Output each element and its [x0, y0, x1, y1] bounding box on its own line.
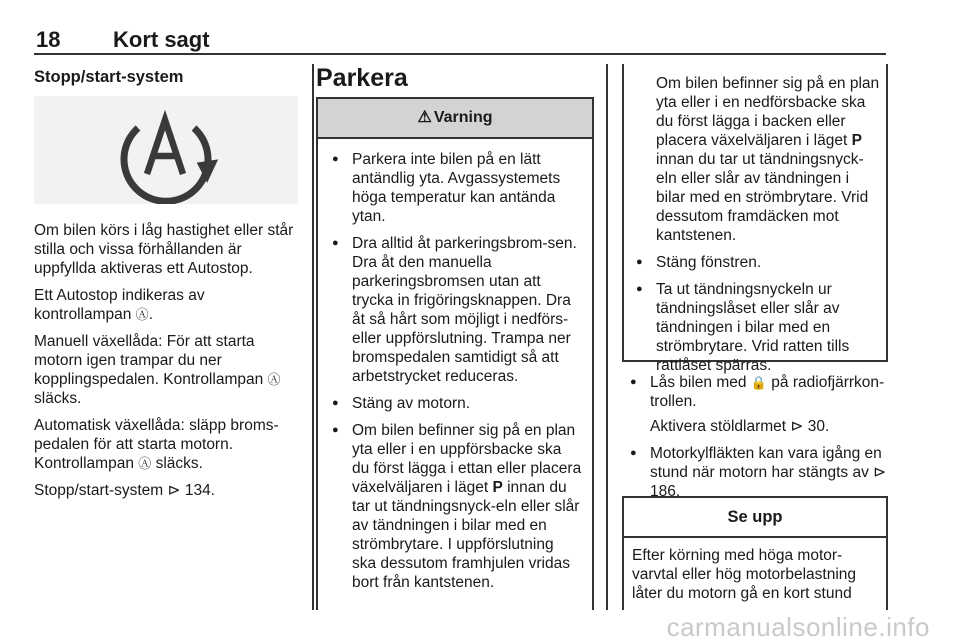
- column-3-text: [630, 373, 888, 509]
- list-item: ● Dra alltid åt parkeringsbrom-sen. Dra åt den manuella parkeringsbromsen utan att trycka in frigöringsknappen. Dra åt så hårt som möjligt i nedförs- eller uppförslutning. Trampa ner bromspedalen samtidigt så att arbetstrycket reduceras.: [332, 234, 582, 386]
- header-rule: [34, 53, 886, 55]
- stop-start-intro: Om bilen körs i låg hastighet eller står stilla och vissa förhållanden är uppfyllda aktiveras ett Autostop.: [34, 222, 294, 277]
- warning-box: [316, 97, 594, 612]
- autostop-indication: Ett Autostop indikeras av kontrollampan Ⓐ.: [34, 287, 205, 323]
- fan-list: [630, 444, 888, 501]
- stop-start-title: Stopp/start-system: [34, 68, 184, 86]
- parking-steps-list: [630, 373, 888, 411]
- parking-downhill-text: Om bilen befinner sig på en plan yta eller i en nedförsbacke ska du först lägga i backen eller placera växelväljaren i läget P innan du tar ut tändningsnyck-eln eller slår av tändningen i bilar med en strömbrytare. Vrid dessutom framdäcken mot kantstenen.: [656, 75, 880, 244]
- reference-arrow-icon: ⊳: [873, 464, 887, 481]
- alarm-text: Aktivera stöldlarmet ⊳ 30.: [650, 418, 830, 435]
- list-item: ● Lås bilen med 🔒 på radiofjärrkon-trollen.: [630, 373, 888, 411]
- warning-body: [318, 139, 592, 592]
- manual-gearbox-text: Manuell växellåda: För att starta motorn igen trampar du ner kopplingspedalen. Kontrollampan Ⓐ släcks.: [34, 333, 281, 407]
- autostop-icon: [34, 96, 298, 204]
- watermark: carmanualsonline.info: [666, 612, 930, 642]
- autostop-illustration: [34, 96, 298, 204]
- column-1: [34, 68, 300, 87]
- autostop-lamp-icon: Ⓐ: [135, 307, 149, 322]
- page-number: 18: [36, 27, 61, 52]
- warning-header: ⚠ Varning: [318, 99, 592, 139]
- list-item: ● Motorkylfläkten kan vara igång en stund när motorn har stängts av ⊳ 186.: [630, 444, 888, 501]
- warning-triangle-icon: ⚠: [417, 109, 432, 126]
- list-item: ● Stäng fönstren.: [636, 253, 880, 272]
- caution-body: Efter körning med höga motor-varvtal eller hög motorbelastning låter du motorn gå en kort stund: [632, 547, 857, 602]
- warning-box-continued: [622, 64, 888, 374]
- column-1-text: [34, 221, 300, 508]
- section-title: Kort sagt: [113, 27, 210, 52]
- warning-continued-body: [624, 64, 886, 375]
- warning-continued-list: [636, 253, 880, 375]
- warning-list: [332, 150, 582, 592]
- autostop-lamp-icon: Ⓐ: [138, 456, 152, 471]
- caution-header: Se upp: [624, 498, 886, 538]
- column-divider-1: [312, 64, 314, 610]
- list-item: ● Parkera inte bilen på en lätt antändlig yta. Avgassystemets höga temperatur kan antända ytan.: [332, 150, 582, 226]
- stop-start-reference: Stopp/start-system ⊳ 134.: [34, 482, 215, 499]
- autostop-lamp-icon: Ⓐ: [267, 372, 281, 387]
- column-divider-2: [606, 64, 608, 610]
- lock-icon: 🔒: [750, 375, 767, 390]
- reference-arrow-icon: ⊳: [167, 482, 181, 499]
- list-item: ● Stäng av motorn.: [332, 394, 582, 413]
- caution-box: [622, 496, 888, 612]
- parking-heading: Parkera: [316, 64, 408, 92]
- list-item: ● Ta ut tändningsnyckeln ur tändningslåset eller slår av tändningen i bilar med en strömbrytare. Vrid ratten tills rattlåset spärras.: [636, 280, 880, 375]
- automatic-gearbox-text: Automatisk växellåda: släpp broms-pedalen för att starta motorn. Kontrollampan Ⓐ släcks.: [34, 417, 279, 472]
- reference-arrow-icon: ⊳: [790, 418, 804, 435]
- list-item: ● Om bilen befinner sig på en plan yta eller i en uppförsbacke ska du först lägga i ettan eller placera växelväljaren i läget P innan du tar ut tändningsnyck-eln eller slår av tändningen i bilar med en strömbrytare. I uppförslutning ska dessutom framhjulen vridas bort från kantstenen.: [332, 421, 582, 592]
